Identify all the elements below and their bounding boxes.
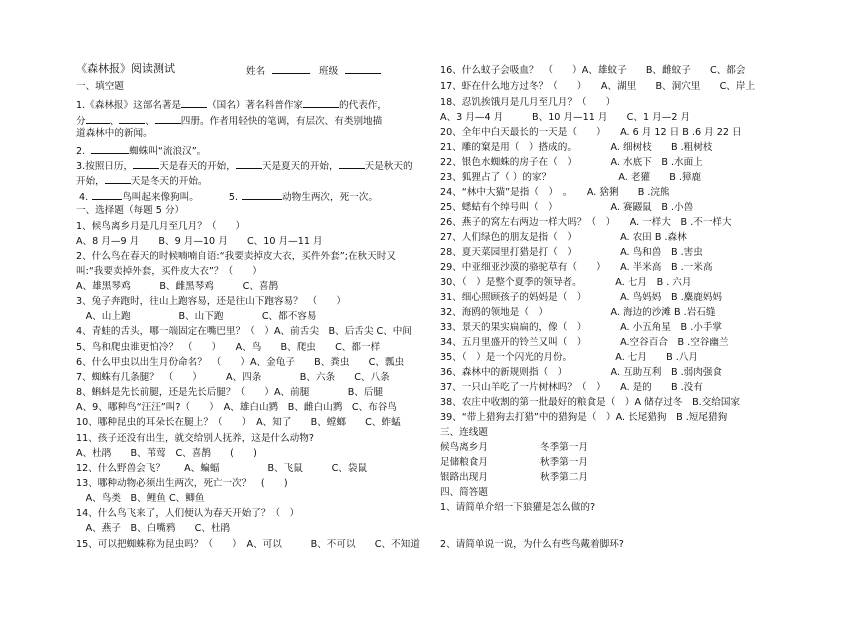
fill-text: 天是秋天的 [364,161,413,172]
choice-question-39: 39、“带上猎狗去打猎”中的猎狗是（ ）A. 长尾猎狗 B .短尾猎狗 [440,412,728,423]
choice-question-20: 20、全年中白天最长的一天是（ ） A. 6 月 12 日 B .6 月 22 日 [440,127,742,138]
section-matching-heading: 三、连线题 [440,427,488,438]
fill-text: 天是夏天的开始， [261,161,339,172]
choice-question-38: 38、农庄中收割的第一批最好的粮食是（ ）A 储存过冬 B.交给国家 [440,397,741,408]
answer-blank[interactable] [181,97,207,108]
fill-question-1-end: 道森林中的新闻。 [76,128,153,139]
fill-question-3 [76,158,413,173]
choice-question-18: 18、忍饥挨饿月是几月至几月？（ ） [440,97,616,108]
fill-text: 开始， [76,176,105,187]
choice-question-36: 36、森林中的新规则指（ ） A. 互助互利 B .弱肉强食 [440,367,723,378]
choice-question-14: 14、什么鸟飞来了，人们便认为春天开始了？（ ） [76,508,300,519]
choice-question-31: 31、细心照顾孩子的妈妈是（ ） A. 鸟妈妈 B .麋鹿妈妈 [440,292,723,303]
answer-blank[interactable] [236,158,262,169]
choice-question-32: 32、海鸥的领地是（ ） A. 海边的沙滩 B .岩石缝 [440,307,716,318]
name-label: 姓名 [246,66,266,77]
answer-blank[interactable] [119,113,145,124]
answer-blank[interactable] [155,113,181,124]
section-choice-heading: 一、选择题（每题 5 分） [76,205,185,216]
match-right-1[interactable]: 冬季第一月 [540,442,588,453]
choice-question-27: 27、人们绿色的朋友是指（ ） A. 农田 B .森林 [440,232,687,243]
choice-options-3: A、山上跑 B、山下跑 C、都不容易 [76,311,317,322]
choice-question-25: 25、蟋蛄有个绰号叫（ ） A. 赛鼹鼠 B .小兽 [440,202,694,213]
test-title: 《森林报》阅读测试 [76,62,175,75]
choice-question-15: 15、可以把蜘蛛称为昆虫吗？（ ） A、可以 B、不可以 C、不知道 [76,539,420,550]
fill-question-4-5 [79,189,378,204]
choice-question-11: 11、孩子还没有出生，就交给别人抚养，这是什么动物? [76,433,314,444]
answer-blank[interactable] [91,143,129,154]
choice-options-1: A、8 月—9 月 B、9 月—10 月 C、10 月—11 月 [76,236,323,247]
match-right-3[interactable]: 秋季第二月 [540,472,588,483]
choice-question-24: 24、“林中大猫”是指（ ） 。 A. 猞猁 B .浣熊 [440,187,670,198]
choice-question-2-cont: 叫:“我要卖掉外套，买件皮大衣”？（ ） [76,266,262,277]
choice-question-9: A、9、哪种鸟“汪汪”叫?（ ） A、雄白山鹨 B、雌白山鹨 C、布谷鸟 [76,402,397,413]
choice-question-34: 34、五月里盛开的铃兰又叫（ ） A.空谷百合 B .空谷幽兰 [440,337,729,348]
answer-blank[interactable] [303,97,339,108]
choice-question-29: 29、中亚细亚沙漠的骆驼草有（ ） A. 半米高 B .一米高 [440,262,713,273]
answer-blank[interactable] [133,158,159,169]
choice-options-13: A、鸟类 B、鲤鱼 C、鲫鱼 [76,493,205,504]
fill-question-1-cont [76,113,382,128]
fill-text: 2. [76,146,86,157]
fill-text: 分 [76,116,86,127]
answer-blank[interactable] [86,113,110,124]
class-label: 班级 [319,66,339,77]
fill-text: （国名）著名科普作家 [207,100,304,111]
choice-options-11: A、杜鹃 B、苇莺 C、喜鹊 ( ) [76,448,257,459]
match-left-2[interactable]: 足储粮食月 [440,457,488,468]
answer-blank[interactable] [92,189,122,200]
fill-text: 蜘蛛叫“流浪汉”。 [129,146,207,157]
section-short-answer-heading: 四、简答题 [440,487,488,498]
choice-question-23: 23、狐狸占了（ ）的家？ A. 老獾 B .獐鹿 [440,172,702,183]
match-left-3[interactable]: 银路出现月 [440,472,488,483]
choice-question-12: 12、什么野兽会飞？ A、蝙蝠 B、飞鼠 C、袋鼠 [76,463,368,474]
choice-options-14: A、燕子 B、白嘴鸦 C、杜鹃 [76,523,231,534]
fill-text: 四册。作者用轻快的笔调，有层次、有类别地描 [180,116,383,127]
match-right-2[interactable]: 秋季第一月 [540,457,588,468]
answer-blank[interactable] [105,173,131,184]
choice-question-26: 26、燕子的窝左右两边一样大吗？（ ） A. 一样大 B .不一样大 [440,217,732,228]
choice-question-10: 10、哪种昆虫的耳朵长在腿上？（ ） A、知了 B、螳螂 C、蚱蜢 [76,417,401,428]
choice-question-21: 21、雕的窠是用（ ）搭成的。 A. 细树枝 B .粗树枝 [440,142,713,153]
fill-text: 动物生两次，死一次。 [282,192,378,203]
choice-question-30: 30、（ ）是整个夏季的领导者。 A. 七月 B . 六月 [440,277,692,288]
short-answer-question-1: 1、请简单介绍一下狼獾是怎么做的? [440,502,596,513]
fill-question-3-cont [76,173,208,188]
fill-text: 、 [145,116,155,127]
fill-text: 4. [79,192,89,203]
choice-options-2: A、雄黑琴鸡 B、雌黑琴鸡 C、喜鹊 [76,281,279,292]
fill-text: 5. [228,192,239,203]
answer-blank[interactable] [242,189,282,200]
choice-question-22: 22、银色水蜘蛛的房子在（ ） A. 水底下 B .水面上 [440,157,703,168]
fill-question-1 [76,97,387,112]
name-field[interactable] [246,63,310,78]
section-fill-blank-heading: 一、填空题 [76,81,124,92]
choice-question-7: 7、蜘蛛有几条腿？ （ ） A、四条 B、六条 C、八条 [76,372,390,383]
choice-question-5: 5、鸟和爬虫谁更怕冷？ （ ） A、鸟 B、爬虫 C、都一样 [76,342,381,353]
choice-question-2: 2、什么鸟在春天的时候喃喃自语:“我要卖掉皮大衣，买件外套”;在秋天时又 [76,251,396,262]
choice-question-17: 17、虾在什么地方过冬？（ ） A、湖里 B、洞穴里 C、岸上 [440,81,756,92]
short-answer-question-2: 2、请简单说一说，为什么有些鸟戴着脚环? [440,539,624,550]
fill-text: 、 [109,116,120,127]
name-blank[interactable] [272,63,310,74]
fill-text: 3.按照日历， [76,161,134,172]
choice-question-13: 13、哪种动物必须出生两次，死亡一次？ ( ) [76,478,288,489]
choice-question-8: 8、蝌蚪是先长前腿，还是先长后腿？（ ）A、前腿 B、后腿 [76,387,384,398]
fill-text: 天是春天的开始， [159,161,236,172]
fill-question-2 [76,143,206,158]
class-field[interactable] [319,63,381,78]
choice-question-33: 33、景天的果实扁扁的，像（ ） A. 小五角星 B .小手掌 [440,322,723,333]
fill-text: 1.《森林报》这部名著是 [76,100,182,111]
choice-question-6: 6、什么甲虫以出生月份命名？ （ ）A、金龟子 B、粪虫 C、瓢虫 [76,357,405,368]
fill-text: 天是冬天的开始。 [130,176,208,187]
choice-question-35: 35、（ ）是一个闪光的月份。 A. 七月 B .八月 [440,352,699,363]
choice-question-1: 1、候鸟离乡月是几月至几月？（ ） [76,221,246,232]
choice-question-28: 28、夏天菜园里打猎是打（ ） A. 鸟和兽 B .害虫 [440,247,703,258]
choice-options-18: A、3 月—4 月 B、10 月—11 月 C、1 月—2 月 [440,112,691,123]
choice-question-16: 16、什么蚊子会吸血？ （ ）A、雄蚊子 B、雌蚊子 C、都会 [440,65,746,76]
choice-question-3: 3、兔子奔跑时，往山上跑容易，还是往山下跑容易？ （ ） [76,296,346,307]
match-left-1[interactable]: 候鸟离乡月 [440,442,488,453]
fill-text: 的代表作， [339,100,387,111]
choice-question-4: 4、青蛙的舌头，哪一端固定在嘴巴里？（ ）A、前舌尖 B、后舌尖 C、中间 [76,326,412,337]
choice-question-37: 37、一只山羊吃了一片树林吗？（ ） A. 是的 B .没有 [440,382,703,393]
answer-blank[interactable] [339,158,365,169]
fill-text: 鸟叫起来像狗叫。 [122,192,199,203]
class-blank[interactable] [345,63,381,74]
